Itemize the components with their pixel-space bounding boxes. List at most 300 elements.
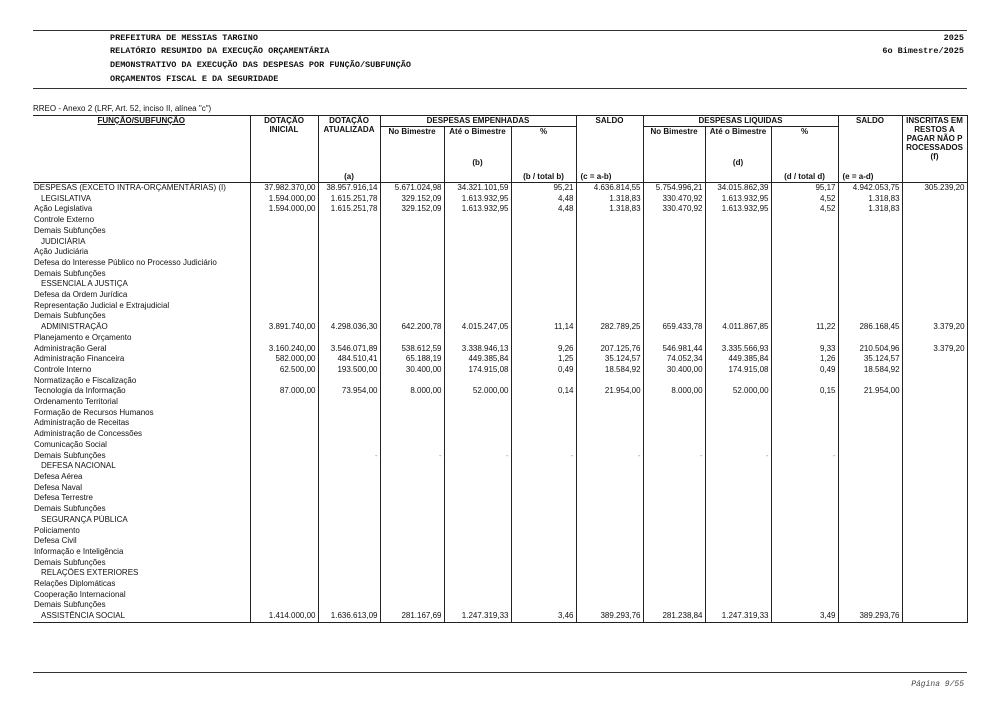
row-value	[250, 515, 318, 526]
row-value	[511, 568, 576, 579]
row-value	[902, 568, 967, 579]
row-value: 3.546.071,89	[318, 344, 380, 355]
row-value	[380, 526, 444, 537]
row-value	[643, 483, 705, 494]
row-value	[838, 547, 902, 558]
row-value: 1.247.319,33	[444, 611, 511, 622]
row-value	[838, 226, 902, 237]
row-value: -	[444, 451, 511, 462]
row-value	[511, 526, 576, 537]
row-value	[902, 547, 967, 558]
row-label: Relações Diplomáticas	[33, 579, 250, 590]
row-value	[511, 237, 576, 248]
row-label: Demais Subfunções	[33, 451, 250, 462]
row-value	[444, 376, 511, 387]
row-value	[380, 333, 444, 344]
table-row	[33, 258, 967, 269]
row-value	[902, 429, 967, 440]
row-value: -	[771, 451, 838, 462]
row-value	[705, 472, 771, 483]
row-value	[511, 397, 576, 408]
row-value: 8.000,00	[643, 386, 705, 397]
row-value	[838, 472, 902, 483]
row-value	[444, 536, 511, 547]
row-value	[902, 376, 967, 387]
row-value	[576, 397, 643, 408]
table-row	[33, 526, 967, 537]
row-value	[576, 237, 643, 248]
row-label: DESPESAS (EXCETO INTRA-ORÇAMENTÁRIAS) (I)	[33, 183, 250, 194]
row-value	[771, 429, 838, 440]
col-dotacao-inicial: DOTAÇÃO INICIAL	[250, 116, 318, 183]
row-value	[318, 568, 380, 579]
col-sub-pct-b: (b / total b)	[523, 172, 564, 181]
table-row	[33, 237, 967, 248]
row-value	[511, 269, 576, 280]
row-value: 95,21	[511, 183, 576, 194]
row-value	[576, 279, 643, 290]
row-value: 1.615.251,78	[318, 194, 380, 205]
table-row	[33, 558, 967, 569]
row-value	[250, 429, 318, 440]
row-value	[705, 461, 771, 472]
row-value	[511, 279, 576, 290]
row-value: 193.500,00	[318, 365, 380, 376]
row-value	[318, 397, 380, 408]
row-value: 21.954,00	[838, 386, 902, 397]
row-value	[705, 590, 771, 601]
row-label: Demais Subfunções	[33, 600, 250, 611]
row-value	[444, 429, 511, 440]
row-value	[705, 376, 771, 387]
row-value	[643, 258, 705, 269]
col-saldo-e-label: SALDO	[856, 116, 885, 125]
row-value	[771, 269, 838, 280]
row-value: 4,48	[511, 194, 576, 205]
row-value	[250, 579, 318, 590]
row-value	[771, 579, 838, 590]
row-value: 174.915,08	[705, 365, 771, 376]
row-value	[643, 237, 705, 248]
row-value	[705, 290, 771, 301]
row-value: 1.615.251,78	[318, 204, 380, 215]
row-value	[511, 290, 576, 301]
row-value	[902, 354, 967, 365]
row-value: 4,52	[771, 194, 838, 205]
row-value	[444, 590, 511, 601]
row-value	[444, 311, 511, 322]
row-value	[705, 440, 771, 451]
row-value: 34.321.101,59	[444, 183, 511, 194]
row-value	[444, 408, 511, 419]
row-value: 329.152,09	[380, 204, 444, 215]
table-row	[33, 611, 967, 622]
row-value	[444, 226, 511, 237]
row-value	[576, 301, 643, 312]
row-value	[643, 301, 705, 312]
table-row	[33, 344, 967, 355]
table-row	[33, 279, 967, 290]
row-value	[511, 483, 576, 494]
row-value	[838, 579, 902, 590]
row-value	[576, 376, 643, 387]
row-value	[250, 290, 318, 301]
table-row	[33, 354, 967, 365]
row-value	[318, 504, 380, 515]
row-value	[250, 493, 318, 504]
row-value	[250, 247, 318, 258]
row-value	[771, 247, 838, 258]
row-value	[771, 408, 838, 419]
col-emp-pct-label: %	[539, 127, 548, 136]
row-value	[902, 611, 967, 622]
row-label: LEGISLATIVA	[33, 194, 250, 205]
row-value	[318, 493, 380, 504]
col-sub-a: (a)	[344, 172, 354, 181]
row-value	[838, 258, 902, 269]
row-value	[643, 418, 705, 429]
table-row	[33, 183, 967, 194]
row-label: Planejamento e Orçamento	[33, 333, 250, 344]
col-funcao: FUNÇÃO/SUBFUNÇÃO	[33, 116, 250, 183]
row-value: 52.000,00	[705, 386, 771, 397]
row-label: Administração Financeira	[33, 354, 250, 365]
row-label: ADMINISTRAÇÃO	[33, 322, 250, 333]
row-label: Formação de Recursos Humanos	[33, 408, 250, 419]
row-value	[771, 376, 838, 387]
row-value: 1.594.000,00	[250, 204, 318, 215]
row-value	[838, 558, 902, 569]
row-value: 11,22	[771, 322, 838, 333]
row-value	[838, 451, 902, 462]
row-value	[838, 279, 902, 290]
row-value	[380, 515, 444, 526]
table-row	[33, 194, 967, 205]
row-value	[705, 226, 771, 237]
row-value	[250, 311, 318, 322]
row-value	[250, 504, 318, 515]
row-value	[511, 493, 576, 504]
row-label: Representação Judicial e Extrajudicial	[33, 301, 250, 312]
row-value	[250, 558, 318, 569]
table-row	[33, 493, 967, 504]
row-value: 449.385,84	[705, 354, 771, 365]
row-label: Defesa Civil	[33, 536, 250, 547]
row-value	[318, 429, 380, 440]
row-value	[380, 483, 444, 494]
row-value: 38.957.916,14	[318, 183, 380, 194]
row-value	[380, 558, 444, 569]
row-value: 9,33	[771, 344, 838, 355]
row-value: 0,14	[511, 386, 576, 397]
table-row	[33, 365, 967, 376]
row-value: 1,26	[771, 354, 838, 365]
row-value: -	[576, 451, 643, 462]
row-value	[250, 483, 318, 494]
table-row	[33, 397, 967, 408]
row-value	[771, 333, 838, 344]
row-value	[576, 526, 643, 537]
row-value	[838, 247, 902, 258]
table-row	[33, 376, 967, 387]
row-label: Defesa Naval	[33, 483, 250, 494]
row-value	[318, 590, 380, 601]
row-value: 282.789,25	[576, 322, 643, 333]
row-value	[705, 493, 771, 504]
row-label: Cooperação Internacional	[33, 590, 250, 601]
row-value	[318, 408, 380, 419]
row-value	[771, 397, 838, 408]
row-value: 30.400,00	[380, 365, 444, 376]
row-value	[511, 418, 576, 429]
row-value: 4,52	[771, 204, 838, 215]
header-report-title: RELATÓRIO RESUMIDO DA EXECUÇÃO ORÇAMENTÁRIA	[110, 46, 330, 56]
row-label: Administração de Receitas	[33, 418, 250, 429]
row-value: 1.247.319,33	[705, 611, 771, 622]
row-value	[576, 215, 643, 226]
row-value	[511, 536, 576, 547]
row-value	[576, 269, 643, 280]
row-value	[576, 590, 643, 601]
row-value: 52.000,00	[444, 386, 511, 397]
row-value	[771, 279, 838, 290]
row-value	[511, 590, 576, 601]
col-group-empenhadas: DESPESAS EMPENHADAS	[380, 116, 576, 127]
row-label: SEGURANÇA PÚBLICA	[33, 515, 250, 526]
col-liq-ate-bimestre	[705, 127, 771, 183]
row-value: 0,15	[771, 386, 838, 397]
row-value	[902, 290, 967, 301]
row-value	[838, 408, 902, 419]
table-row	[33, 568, 967, 579]
row-value	[705, 483, 771, 494]
row-value	[380, 397, 444, 408]
table-row	[33, 322, 967, 333]
row-value	[380, 418, 444, 429]
row-value	[380, 440, 444, 451]
row-value: 18.584,92	[576, 365, 643, 376]
row-value	[318, 579, 380, 590]
row-value: 3.338.946,13	[444, 344, 511, 355]
row-value	[380, 429, 444, 440]
col-liq-ate-label: Até o Bimestre	[709, 127, 767, 136]
row-value	[902, 386, 967, 397]
row-value	[576, 483, 643, 494]
row-label: Tecnologia da Informação	[33, 386, 250, 397]
row-value	[576, 536, 643, 547]
row-value	[250, 590, 318, 601]
footer-rule	[33, 672, 967, 673]
row-value	[444, 461, 511, 472]
row-value: 484.510,41	[318, 354, 380, 365]
table-row	[33, 547, 967, 558]
row-value	[643, 247, 705, 258]
row-value	[771, 526, 838, 537]
row-value	[318, 226, 380, 237]
row-value	[318, 258, 380, 269]
row-value: 95,17	[771, 183, 838, 194]
row-value	[576, 408, 643, 419]
row-value: 34.015.862,39	[705, 183, 771, 194]
row-value	[250, 397, 318, 408]
row-value	[705, 568, 771, 579]
col-emp-ate-label: Até o Bimestre	[449, 127, 506, 136]
row-value	[902, 493, 967, 504]
row-value	[902, 311, 967, 322]
row-value	[902, 237, 967, 248]
row-value	[511, 408, 576, 419]
row-value	[705, 429, 771, 440]
row-value	[902, 558, 967, 569]
row-value: 1.613.932,95	[444, 204, 511, 215]
row-value: 1.636.613,09	[318, 611, 380, 622]
row-value	[250, 568, 318, 579]
row-value: 389.293,76	[838, 611, 902, 622]
row-value	[771, 472, 838, 483]
row-value	[838, 568, 902, 579]
row-value	[250, 258, 318, 269]
row-value	[771, 215, 838, 226]
table-row	[33, 600, 967, 611]
row-value	[705, 237, 771, 248]
row-value: 305.239,20	[902, 183, 967, 194]
row-value	[511, 504, 576, 515]
row-value	[576, 440, 643, 451]
row-value: 329.152,09	[380, 194, 444, 205]
row-value	[643, 279, 705, 290]
row-value: 65.188,19	[380, 354, 444, 365]
row-value	[250, 461, 318, 472]
row-value	[444, 440, 511, 451]
row-value	[902, 461, 967, 472]
row-value	[771, 226, 838, 237]
row-value	[902, 301, 967, 312]
row-value	[838, 440, 902, 451]
table-row	[33, 247, 967, 258]
row-label: Demais Subfunções	[33, 558, 250, 569]
row-value	[318, 440, 380, 451]
row-value	[902, 590, 967, 601]
row-value	[643, 558, 705, 569]
row-value: 449.385,84	[444, 354, 511, 365]
row-value	[771, 600, 838, 611]
row-value	[511, 333, 576, 344]
row-value	[380, 536, 444, 547]
row-value: 1.318,83	[838, 194, 902, 205]
row-value	[318, 472, 380, 483]
row-value: -	[318, 451, 380, 462]
row-value: 5.754.996,21	[643, 183, 705, 194]
row-value	[511, 440, 576, 451]
row-value	[444, 290, 511, 301]
row-value	[380, 504, 444, 515]
row-value	[902, 515, 967, 526]
table-row	[33, 504, 967, 515]
row-value	[444, 483, 511, 494]
row-value: 281.167,69	[380, 611, 444, 622]
row-value: 35.124,57	[838, 354, 902, 365]
row-label: Defesa Terrestre	[33, 493, 250, 504]
row-value	[705, 311, 771, 322]
table-row	[33, 311, 967, 322]
row-value: 1,25	[511, 354, 576, 365]
row-label: Policiamento	[33, 526, 250, 537]
row-value	[705, 397, 771, 408]
row-value	[576, 493, 643, 504]
row-value: 4.011.867,85	[705, 322, 771, 333]
row-value	[838, 429, 902, 440]
row-label: Demais Subfunções	[33, 311, 250, 322]
row-value	[318, 247, 380, 258]
row-value: 1.414.000,00	[250, 611, 318, 622]
row-value	[250, 333, 318, 344]
header-municipality: PREFEITURA DE MESSIAS TARGINO	[110, 33, 258, 43]
col-liq-pct-label: %	[800, 127, 809, 136]
row-value	[511, 472, 576, 483]
row-label: JUDICIÁRIA	[33, 237, 250, 248]
row-value: 3.379,20	[902, 344, 967, 355]
row-value	[380, 247, 444, 258]
col-sub-c: (c = a-b)	[580, 172, 612, 181]
col-inscritas-label: INSCRITAS EM RESTOS A PAGAR NÃO P ROCESSADOS	[906, 116, 963, 152]
row-value: 1.613.932,95	[705, 194, 771, 205]
row-value	[444, 215, 511, 226]
row-value	[838, 536, 902, 547]
row-value	[444, 504, 511, 515]
row-value	[643, 226, 705, 237]
row-value	[643, 429, 705, 440]
row-value: 1.318,83	[576, 194, 643, 205]
row-value	[771, 418, 838, 429]
row-label: ASSISTÊNCIA SOCIAL	[33, 611, 250, 622]
row-value	[838, 515, 902, 526]
table-row	[33, 483, 967, 494]
header-demonstrative: DEMONSTRATIVO DA EXECUÇÃO DAS DESPESAS POR FUNÇÃO/SUBFUNÇÃO	[110, 60, 411, 70]
row-value	[318, 237, 380, 248]
row-value	[250, 451, 318, 462]
row-value	[771, 536, 838, 547]
col-sub-e: (e = a-d)	[842, 172, 874, 181]
row-value	[380, 269, 444, 280]
row-value	[318, 418, 380, 429]
row-value: 5.671.024,98	[380, 183, 444, 194]
row-value	[250, 600, 318, 611]
table-row	[33, 290, 967, 301]
col-sub-d: (d)	[732, 158, 744, 167]
row-value	[838, 493, 902, 504]
col-emp-pct	[511, 127, 576, 183]
row-value	[902, 333, 967, 344]
row-value: 330.470,92	[643, 194, 705, 205]
row-value	[576, 600, 643, 611]
row-label: Ação Legislativa	[33, 204, 250, 215]
row-value	[444, 600, 511, 611]
row-value	[838, 269, 902, 280]
col-dotacao-atualizada-label: DOTAÇÃO ATUALIZADA	[323, 116, 375, 134]
row-value: 174.915,08	[444, 365, 511, 376]
row-value	[705, 547, 771, 558]
row-value	[318, 536, 380, 547]
row-value: 286.168,45	[838, 322, 902, 333]
row-value: 1.613.932,95	[705, 204, 771, 215]
row-value: 21.954,00	[576, 386, 643, 397]
row-value	[838, 526, 902, 537]
row-value	[838, 504, 902, 515]
row-value	[444, 515, 511, 526]
row-value	[643, 536, 705, 547]
row-value: 207.125,76	[576, 344, 643, 355]
row-value	[643, 600, 705, 611]
